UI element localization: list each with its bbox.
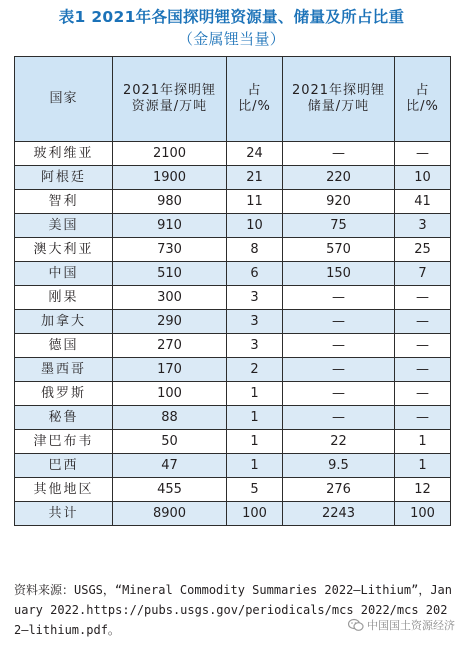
table-row — [15, 262, 451, 286]
cell-resource-share: 5 — [227, 478, 283, 502]
cell-reserve-share: — — [395, 310, 451, 334]
header-reserve-share: 占比/% — [395, 57, 451, 142]
cell-resource-share: 1 — [227, 454, 283, 478]
cell-reserve: — — [283, 334, 395, 358]
table-row — [15, 406, 451, 430]
cell-resource: 910 — [113, 214, 227, 238]
cell-country: 玻利维亚 — [15, 142, 113, 166]
cell-resource-share: 1 — [227, 430, 283, 454]
cell-country: 刚果 — [15, 286, 113, 310]
table-row — [15, 166, 451, 190]
cell-reserve-share: — — [395, 406, 451, 430]
table-row — [15, 238, 451, 262]
total-reserve-share: 100 — [395, 502, 451, 526]
total-row — [15, 502, 451, 526]
cell-resource: 270 — [113, 334, 227, 358]
cell-country: 俄罗斯 — [15, 382, 113, 406]
cell-resource: 47 — [113, 454, 227, 478]
cell-reserve-share: — — [395, 286, 451, 310]
watermark — [348, 617, 455, 633]
cell-resource: 300 — [113, 286, 227, 310]
table-title — [0, 6, 463, 50]
total-reserve: 2243 — [283, 502, 395, 526]
cell-resource: 170 — [113, 358, 227, 382]
total-country: 共计 — [15, 502, 113, 526]
cell-country: 美国 — [15, 214, 113, 238]
cell-resource: 730 — [113, 238, 227, 262]
cell-resource: 100 — [113, 382, 227, 406]
cell-reserve: 75 — [283, 214, 395, 238]
cell-country: 其他地区 — [15, 478, 113, 502]
total-resource: 8900 — [113, 502, 227, 526]
cell-country: 津巴布韦 — [15, 430, 113, 454]
table-row — [15, 190, 451, 214]
cell-reserve: — — [283, 406, 395, 430]
cell-country: 阿根廷 — [15, 166, 113, 190]
cell-country: 澳大利亚 — [15, 238, 113, 262]
cell-reserve: 22 — [283, 430, 395, 454]
cell-reserve: — — [283, 358, 395, 382]
table-row — [15, 310, 451, 334]
cell-resource-share: 6 — [227, 262, 283, 286]
cell-resource: 2100 — [113, 142, 227, 166]
table-row — [15, 478, 451, 502]
cell-resource: 290 — [113, 310, 227, 334]
cell-resource-share: 3 — [227, 286, 283, 310]
cell-country: 墨西哥 — [15, 358, 113, 382]
cell-resource-share: 11 — [227, 190, 283, 214]
cell-resource-share: 10 — [227, 214, 283, 238]
cell-country: 中国 — [15, 262, 113, 286]
cell-resource-share: 24 — [227, 142, 283, 166]
table-row — [15, 382, 451, 406]
cell-reserve: 9.5 — [283, 454, 395, 478]
cell-reserve-share: — — [395, 382, 451, 406]
cell-reserve: 220 — [283, 166, 395, 190]
title-line-2: （金属锂当量） — [177, 30, 286, 48]
header-resource: 2021年探明锂资源量/万吨 — [113, 57, 227, 142]
table-row — [15, 142, 451, 166]
cell-reserve: — — [283, 310, 395, 334]
header-country: 国家 — [15, 57, 113, 142]
cell-reserve-share: — — [395, 358, 451, 382]
wechat-icon — [348, 618, 364, 632]
cell-reserve: 570 — [283, 238, 395, 262]
cell-reserve-share: — — [395, 142, 451, 166]
watermark-text: 中国国土资源经济 — [367, 619, 455, 632]
cell-resource-share: 1 — [227, 406, 283, 430]
table-row — [15, 334, 451, 358]
cell-reserve-share: 10 — [395, 166, 451, 190]
header-resource-share: 占比/% — [227, 57, 283, 142]
cell-resource-share: 21 — [227, 166, 283, 190]
cell-resource-share: 1 — [227, 382, 283, 406]
header-row — [15, 57, 451, 142]
cell-country: 德国 — [15, 334, 113, 358]
cell-country: 加拿大 — [15, 310, 113, 334]
cell-resource: 50 — [113, 430, 227, 454]
cell-reserve: 276 — [283, 478, 395, 502]
cell-resource-share: 2 — [227, 358, 283, 382]
cell-country: 智利 — [15, 190, 113, 214]
cell-reserve: 150 — [283, 262, 395, 286]
cell-reserve-share: 25 — [395, 238, 451, 262]
cell-resource: 510 — [113, 262, 227, 286]
cell-country: 秘鲁 — [15, 406, 113, 430]
cell-reserve-share: 41 — [395, 190, 451, 214]
table-row — [15, 430, 451, 454]
cell-resource-share: 3 — [227, 310, 283, 334]
table-row — [15, 286, 451, 310]
cell-reserve-share: 1 — [395, 454, 451, 478]
cell-reserve: — — [283, 142, 395, 166]
table-row — [15, 214, 451, 238]
cell-resource: 1900 — [113, 166, 227, 190]
cell-reserve: — — [283, 382, 395, 406]
cell-country: 巴西 — [15, 454, 113, 478]
cell-reserve: — — [283, 286, 395, 310]
header-reserve: 2021年探明锂储量/万吨 — [283, 57, 395, 142]
cell-resource: 455 — [113, 478, 227, 502]
table-body — [15, 142, 451, 526]
cell-resource-share: 8 — [227, 238, 283, 262]
cell-resource: 88 — [113, 406, 227, 430]
table-row — [15, 358, 451, 382]
table-row — [15, 454, 451, 478]
cell-reserve: 920 — [283, 190, 395, 214]
lithium-table — [14, 56, 451, 526]
cell-resource-share: 3 — [227, 334, 283, 358]
cell-reserve-share: 12 — [395, 478, 451, 502]
cell-reserve-share: — — [395, 334, 451, 358]
cell-resource: 980 — [113, 190, 227, 214]
cell-reserve-share: 1 — [395, 430, 451, 454]
title-line-1: 表1 2021年各国探明锂资源量、储量及所占比重 — [58, 8, 405, 26]
cell-reserve-share: 7 — [395, 262, 451, 286]
source-note: 资料来源：USGS，“Mineral Commodity Summaries 2022—Lithium”，January 2022.https://pubs.usgs.gov/periodicals/mcs 2022/mcs 2022—lithium.pdf。 — [14, 583, 453, 637]
cell-reserve-share: 3 — [395, 214, 451, 238]
total-resource-share: 100 — [227, 502, 283, 526]
